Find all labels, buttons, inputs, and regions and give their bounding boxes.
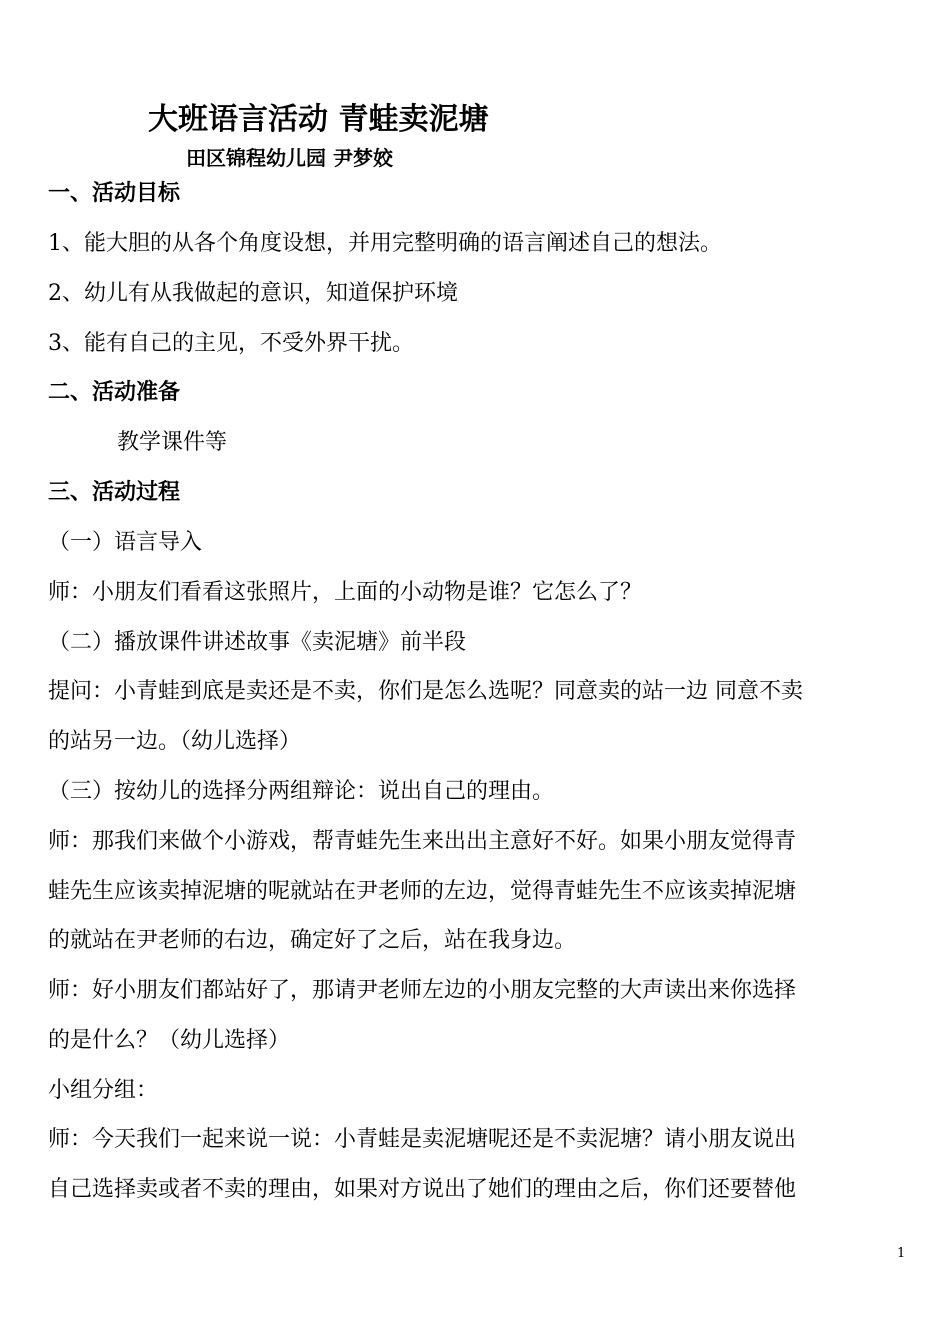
teacher-paragraph-4-line-1: 师：今天我们一起来说一说：小青蛙是卖泥塘呢还是不卖泥塘？请小朋友说出 — [48, 1127, 797, 1152]
process-step-2: （二）播放课件讲述故事《卖泥塘》前半段 — [48, 630, 467, 655]
document-title: 大班语言活动 青蛙卖泥塘 — [148, 102, 489, 137]
goal-item-3: 3、能有自己的主见，不受外界干扰。 — [48, 331, 414, 356]
teacher-paragraph-2-line-2: 蛙先生应该卖掉泥塘的呢就站在尹老师的左边，觉得青蛙先生不应该卖掉泥塘 — [48, 879, 797, 904]
question-line-1: 提问：小青蛙到底是卖还是不卖，你们是怎么选呢？同意卖的站一边 同意不卖 — [48, 679, 803, 704]
section-heading-goals: 一、活动目标 — [48, 181, 181, 206]
question-line-2: 的站另一边。（幼儿选择） — [48, 729, 302, 754]
process-step-3: （三）按幼儿的选择分两组辩论：说出自己的理由。 — [48, 779, 555, 804]
page-number: 1 — [897, 1246, 906, 1261]
teacher-paragraph-3-line-1: 师：好小朋友们都站好了，那请尹老师左边的小朋友完整的大声读出来你选择 — [48, 978, 797, 1003]
preparation-text: 教学课件等 — [117, 430, 228, 455]
group-label: 小组分组： — [48, 1078, 159, 1103]
section-heading-preparation: 二、活动准备 — [48, 380, 181, 405]
teacher-paragraph-2-line-3: 的就站在尹老师的右边，确定好了之后，站在我身边。 — [48, 928, 577, 953]
section-heading-process: 三、活动过程 — [48, 480, 181, 505]
teacher-paragraph-3-line-2: 的是什么？（幼儿选择） — [48, 1028, 291, 1053]
teacher-paragraph-4-line-2: 自己选择卖或者不卖的理由，如果对方说出了她们的理由之后，你们还要替他 — [48, 1177, 797, 1202]
document-author: 田区锦程幼儿园 尹梦姣 — [186, 146, 393, 170]
teacher-paragraph-2-line-1: 师：那我们来做个小游戏，帮青蛙先生来出出主意好不好。如果小朋友觉得青 — [48, 829, 797, 854]
goal-item-2: 2、幼儿有从我做起的意识，知道保护环境 — [48, 281, 458, 306]
goal-item-1: 1、能大胆的从各个角度设想，并用完整明确的语言阐述自己的想法。 — [48, 231, 722, 256]
process-step-1: （一）语言导入 — [48, 530, 203, 555]
teacher-line-1: 师：小朋友们看看这张照片，上面的小动物是谁？它怎么了？ — [48, 580, 643, 605]
